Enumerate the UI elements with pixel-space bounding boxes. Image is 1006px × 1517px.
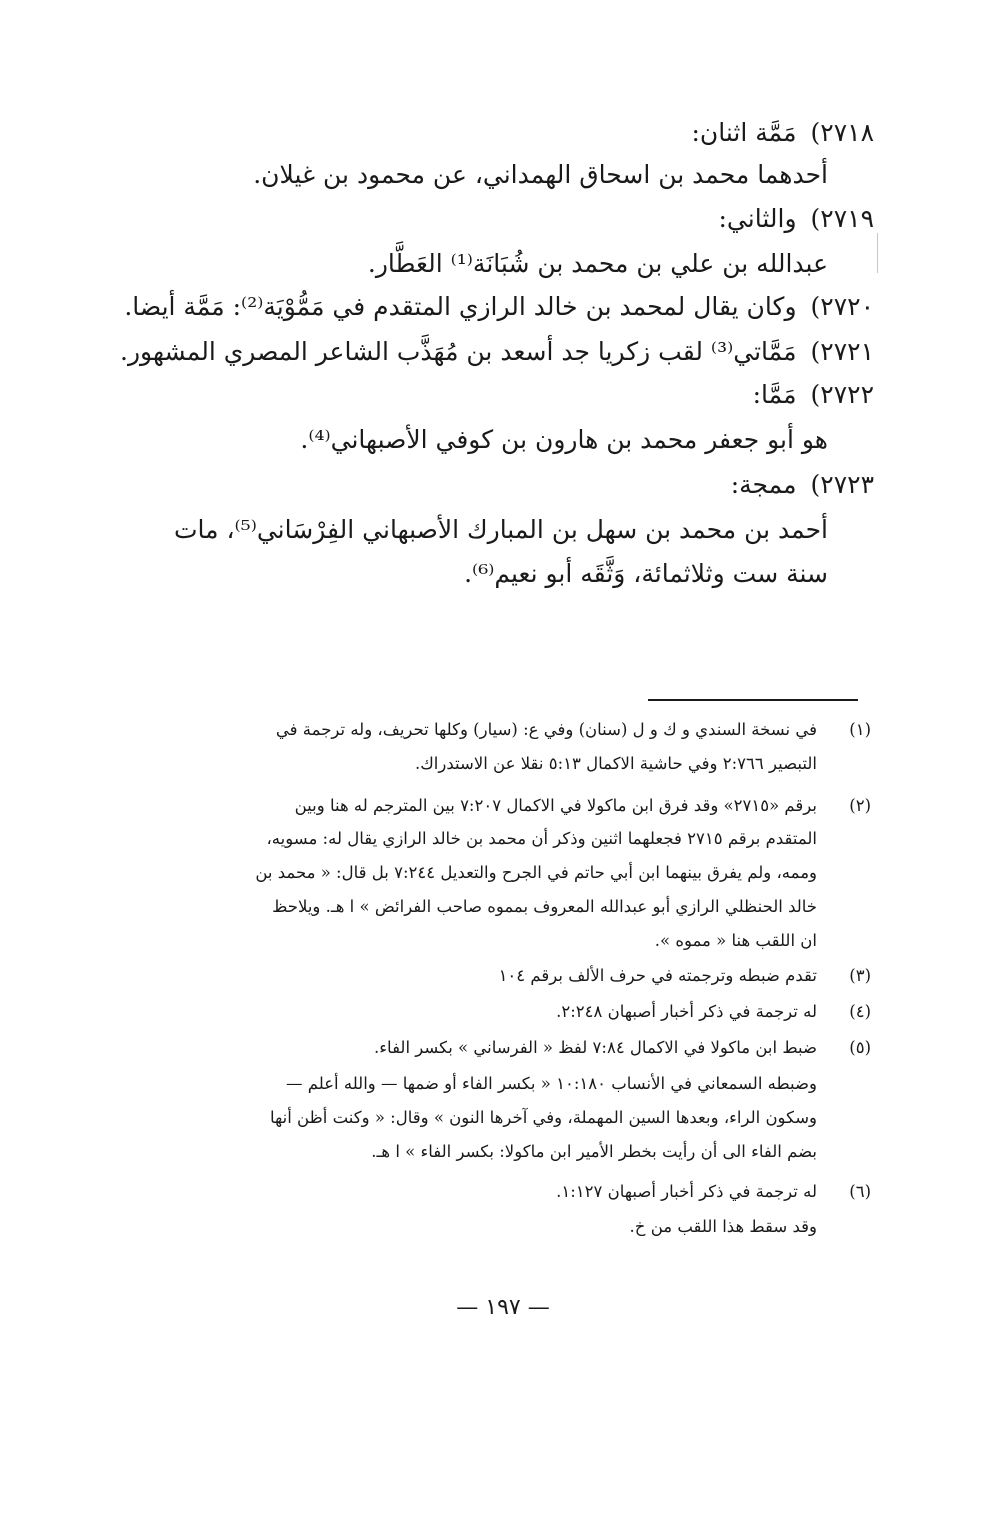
footnote-5-line-2 [286, 1071, 817, 1097]
footnote-number: (٤) [849, 1002, 871, 1021]
footnote-1-line-1 [276, 717, 871, 743]
footnote-5-line-1 [374, 1035, 871, 1061]
entry-text: أحمد بن محمد بن سهل بن المبارك الأصبهاني الفِرْسَاني⁽⁵⁾، مات [173, 515, 828, 544]
entry-2719-heading [719, 202, 875, 236]
entry-head: مَمَّاتي⁽³⁾ لقب زكريا جد أسعد بن مُهَذَّب الشاعر المصري المشهور. [120, 337, 797, 366]
entry-2720 [124, 290, 874, 324]
entry-2719-text [368, 247, 828, 281]
entry-text: هو أبو جعفر محمد بن هارون بن كوفي الأصبهاني⁽⁴⁾. [300, 425, 828, 454]
entry-2718-text [253, 158, 828, 192]
footnote-separator [648, 699, 858, 701]
footnote-6-line-2 [630, 1214, 817, 1240]
footnote-number: (١) [849, 720, 871, 739]
entry-head: ممجة: [730, 470, 797, 499]
footnote-2-line-2 [266, 826, 817, 852]
footnote-text: في نسخة السندي و ك و ل (سنان) وفي ع: (سيار) وكلها تحريف، وله ترجمة في [275, 720, 817, 739]
footnote-text: وممه، ولم يفرق بينهما ابن أبي حاتم في الجرح والتعديل ٧:٢٤٤ بل قال: « محمد بن [255, 863, 817, 882]
footnote-text: وسكون الراء، وبعدها السين المهملة، وفي آخرها النون » وقال: « وكنت أظن أنها [270, 1108, 817, 1127]
footnote-number: (٣) [849, 966, 871, 985]
footnote-text: بضم الفاء الى أن رأيت بخطر الأمير ابن ماكولا: بكسر الفاء » ا هـ. [371, 1142, 817, 1161]
footnote-text: ضبط ابن ماكولا في الاكمال ٧:٨٤ لفظ « الفرساني » بكسر الفاء. [374, 1038, 817, 1057]
entry-text: أحدهما محمد بن اسحاق الهمداني، عن محمود بن غيلان. [253, 160, 828, 189]
entry-2723-text-2 [464, 557, 828, 591]
footnote-text: خالد الحنظلي الرازي أبو عبدالله المعروف بمموه صاحب الفرائض » ا هـ. ويلاحظ [272, 897, 817, 916]
entry-2721 [120, 335, 874, 369]
footnote-5-line-4 [371, 1139, 817, 1165]
entry-number: ٢٧١٩) [810, 204, 874, 233]
footnote-text: تقدم ضبطه وترجمته في حرف الألف برقم ١٠٤ [498, 966, 817, 985]
entry-2722-heading [753, 378, 874, 412]
footnote-text: ان اللقب هنا « مموه ». [654, 931, 817, 950]
entry-text: سنة ست وثلاثمائة، وَثَّقَه أبو نعيم⁽⁶⁾. [464, 559, 828, 588]
footnote-text: المتقدم برقم ٢٧١٥ فجعلهما اثنين وذكر أن محمد بن خالد الرازي يقال له: مسويه، [266, 829, 817, 848]
footnote-number: (٦) [849, 1182, 871, 1201]
page-number: — ١٩٧ — [456, 1295, 550, 1320]
entry-head: مَمَّا: [752, 380, 797, 409]
entry-2722-text [300, 423, 828, 457]
entry-number: ٢٧٢٠) [810, 292, 874, 321]
entry-head: والثاني: [718, 204, 797, 233]
margin-mark [877, 233, 878, 273]
footnote-4 [556, 999, 871, 1025]
entry-number: ٢٧١٨) [810, 118, 874, 147]
entry-head: وكان يقال لمحمد بن خالد الرازي المتقدم في مَمُّوْيَة⁽²⁾: مَمَّة أيضا. [124, 292, 797, 321]
footnote-text: وضبطه السمعاني في الأنساب ١٠:١٨٠ « بكسر الفاء أو ضمها — والله أعلم — [286, 1074, 817, 1093]
entry-number: ٢٧٢١) [810, 337, 874, 366]
entry-2723-heading [731, 468, 874, 502]
entry-2723-text-1 [174, 513, 828, 547]
footnote-text: له ترجمة في ذكر أخبار أصبهان ٢:٢٤٨. [556, 1002, 817, 1021]
footnote-2-line-4 [272, 894, 817, 920]
footnote-2-line-1 [295, 793, 871, 819]
footnote-number: (٥) [849, 1038, 871, 1057]
entry-text: عبدالله بن علي بن محمد بن شُبَانَة⁽¹⁾ العَطَّار. [367, 249, 828, 278]
footnote-2-line-3 [255, 860, 817, 886]
entry-2718-heading [691, 116, 874, 150]
entry-head: مَمَّة اثنان: [691, 118, 797, 147]
footnote-1-line-2 [415, 751, 817, 777]
footnote-text: له ترجمة في ذكر أخبار أصبهان ١:١٢٧. [556, 1182, 817, 1201]
footnote-5-line-3 [270, 1105, 817, 1131]
footnote-text: برقم «٢٧١٥» وقد فرق ابن ماكولا في الاكمال ٧:٢٠٧ بين المترجم له هنا وبين [294, 796, 817, 815]
entry-number: ٢٧٢٣) [810, 470, 874, 499]
footnote-2-line-5 [655, 928, 817, 954]
footnote-6-line-1 [556, 1179, 871, 1205]
footnote-3 [499, 963, 871, 989]
footnote-text: التبصير ٢:٧٦٦ وفي حاشية الاكمال ٥:١٣ نقلا عن الاستدراك. [414, 754, 817, 773]
entry-number: ٢٧٢٢) [810, 380, 874, 409]
footnote-text: وقد سقط هذا اللقب من خ. [629, 1217, 817, 1236]
footnote-number: (٢) [849, 796, 871, 815]
